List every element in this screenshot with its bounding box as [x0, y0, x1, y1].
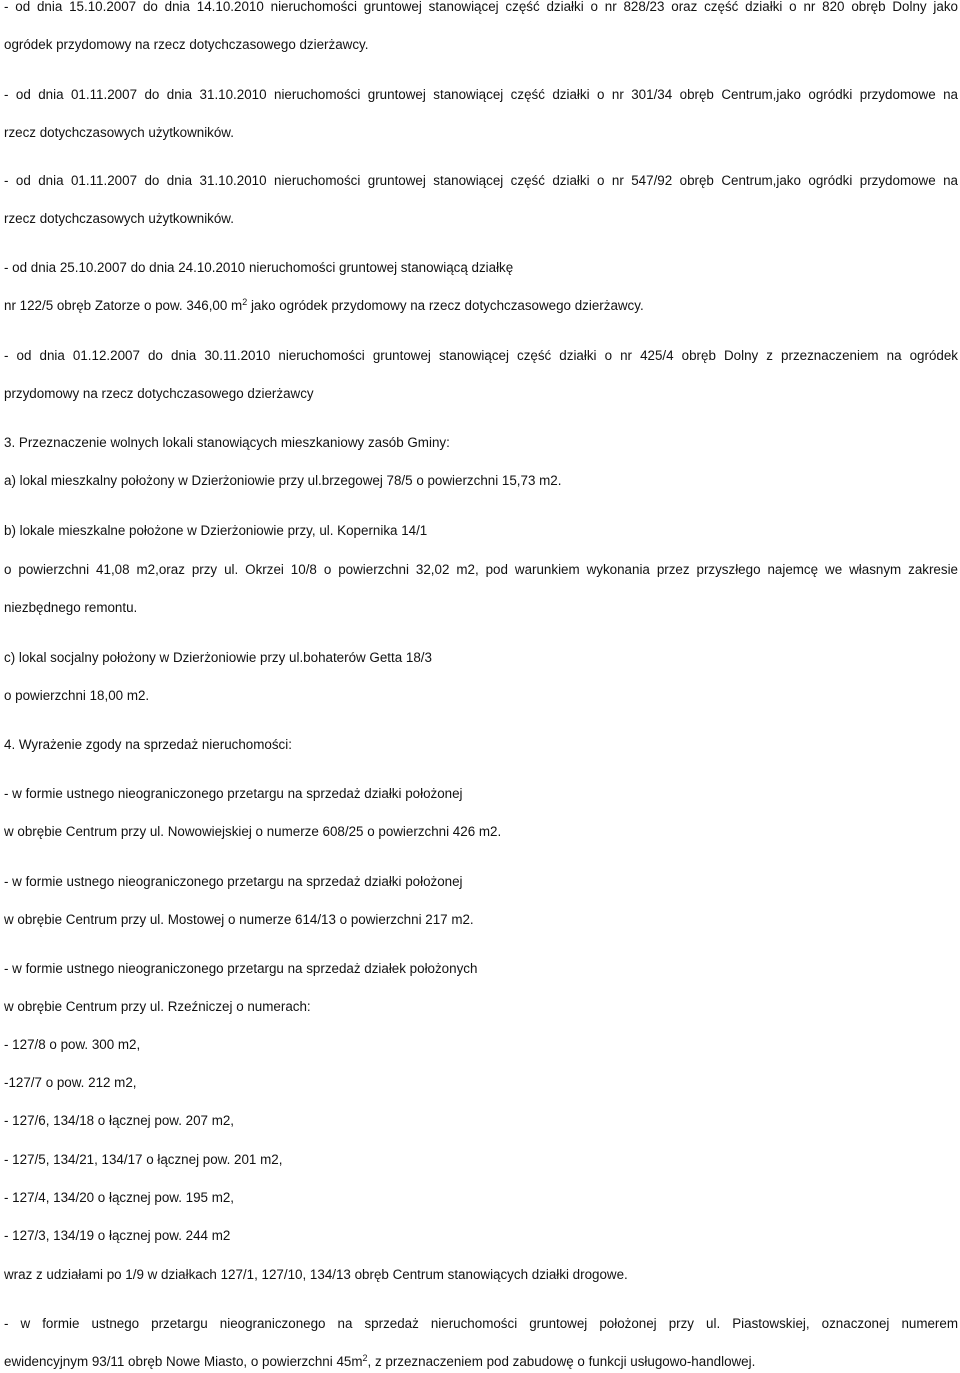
text-line: w obrębie Centrum przy ul. Rzeźniczej o numerach:: [4, 999, 311, 1014]
list-item: - 127/6, 134/18 o łącznej pow. 207 m2,: [4, 1113, 235, 1128]
text-line: b) lokale mieszkalne położone w Dzierżoniowie przy, ul. Kopernika 14/1: [4, 523, 428, 538]
text-fragment: nr 122/5 obręb Zatorze o pow. 346,00 m: [4, 298, 243, 313]
text-line: ogródek przydomowy na rzecz dotychczasowego dzierżawcy.: [4, 37, 369, 52]
list-item: - 127/3, 134/19 o łącznej pow. 244 m2: [4, 1228, 231, 1243]
text-line: o powierzchni 41,08 m2,oraz przy ul. Okrzei 10/8 o powierzchni 32,02 m2, pod warunkiem wykonania przez przyszłego najemcę we własnym zakresie: [4, 562, 958, 577]
text-line: - w formie ustnego przetargu nieograniczonego na sprzedaż nieruchomości gruntowej położonej przy ul. Piastowskiej, oznaczonej numerem: [4, 1316, 958, 1331]
section-heading: 4. Wyrażenie zgody na sprzedaż nieruchomości:: [4, 737, 292, 752]
text-fragment: ewidencyjnym 93/11 obręb Nowe Miasto, o powierzchni 45m: [4, 1354, 363, 1369]
text-fragment: jako ogródek przydomowy na rzecz dotychczasowego dzierżawcy.: [247, 298, 644, 313]
text-line: rzecz dotychczasowych użytkowników.: [4, 211, 234, 226]
text-line: w obrębie Centrum przy ul. Nowowiejskiej o numerze 608/25 o powierzchni 426 m2.: [4, 824, 502, 839]
text-line: - od dnia 01.12.2007 do dnia 30.11.2010 nieruchomości gruntowej stanowiącej część działki o nr 425/4 obręb Dolny z przeznaczeniem na ogródek: [4, 348, 958, 363]
text-line: w obrębie Centrum przy ul. Mostowej o numerze 614/13 o powierzchni 217 m2.: [4, 912, 474, 927]
text-line: - od dnia 01.11.2007 do dnia 31.10.2010 nieruchomości gruntowej stanowiącej część działki o nr 547/92 obręb Centrum,jako ogródki przydomowe na: [4, 173, 958, 188]
text-line: - w formie ustnego nieograniczonego przetargu na sprzedaż działek położonych: [4, 961, 478, 976]
text-line: - w formie ustnego nieograniczonego przetargu na sprzedaż działki położonej: [4, 786, 463, 801]
superscript: 2: [362, 1353, 368, 1363]
text-line: [4, 1353, 958, 1371]
text-line: przydomowy na rzecz dotychczasowego dzierżawcy: [4, 386, 314, 401]
list-item: - 127/5, 134/21, 134/17 o łącznej pow. 201 m2,: [4, 1152, 283, 1167]
text-line: - od dnia 25.10.2007 do dnia 24.10.2010 nieruchomości gruntowej stanowiącą działkę: [4, 260, 514, 275]
text-line: c) lokal socjalny położony w Dzierżoniowie przy ul.bohaterów Getta 18/3: [4, 650, 432, 665]
text-line: [4, 297, 958, 315]
list-item: -127/7 o pow. 212 m2,: [4, 1075, 137, 1090]
text-line: o powierzchni 18,00 m2.: [4, 688, 150, 703]
list-item: - 127/8 o pow. 300 m2,: [4, 1037, 141, 1052]
list-item: - 127/4, 134/20 o łącznej pow. 195 m2,: [4, 1190, 235, 1205]
text-line: a) lokal mieszkalny położony w Dzierżoniowie przy ul.brzegowej 78/5 o powierzchni 15,73 m2.: [4, 473, 562, 488]
text-line: wraz z udziałami po 1/9 w działkach 127/1, 127/10, 134/13 obręb Centrum stanowiących działki drogowe.: [4, 1267, 628, 1282]
text-line: niezbędnego remontu.: [4, 600, 138, 615]
text-fragment: , z przeznaczeniem pod zabudowę o funkcji usługowo-handlowej.: [367, 1354, 756, 1369]
text-line: rzecz dotychczasowych użytkowników.: [4, 125, 234, 140]
text-line: - w formie ustnego nieograniczonego przetargu na sprzedaż działki położonej: [4, 874, 463, 889]
text-line: - od dnia 15.10.2007 do dnia 14.10.2010 nieruchomości gruntowej stanowiącej część działki o nr 828/23 oraz część działki o nr 820 obręb Dolny jako: [4, 0, 958, 14]
superscript: 2: [242, 297, 248, 307]
text-line: - od dnia 01.11.2007 do dnia 31.10.2010 nieruchomości gruntowej stanowiącej część działki o nr 301/34 obręb Centrum,jako ogródki przydomowe na: [4, 87, 958, 102]
section-heading: 3. Przeznaczenie wolnych lokali stanowiących mieszkaniowy zasób Gminy:: [4, 435, 450, 450]
